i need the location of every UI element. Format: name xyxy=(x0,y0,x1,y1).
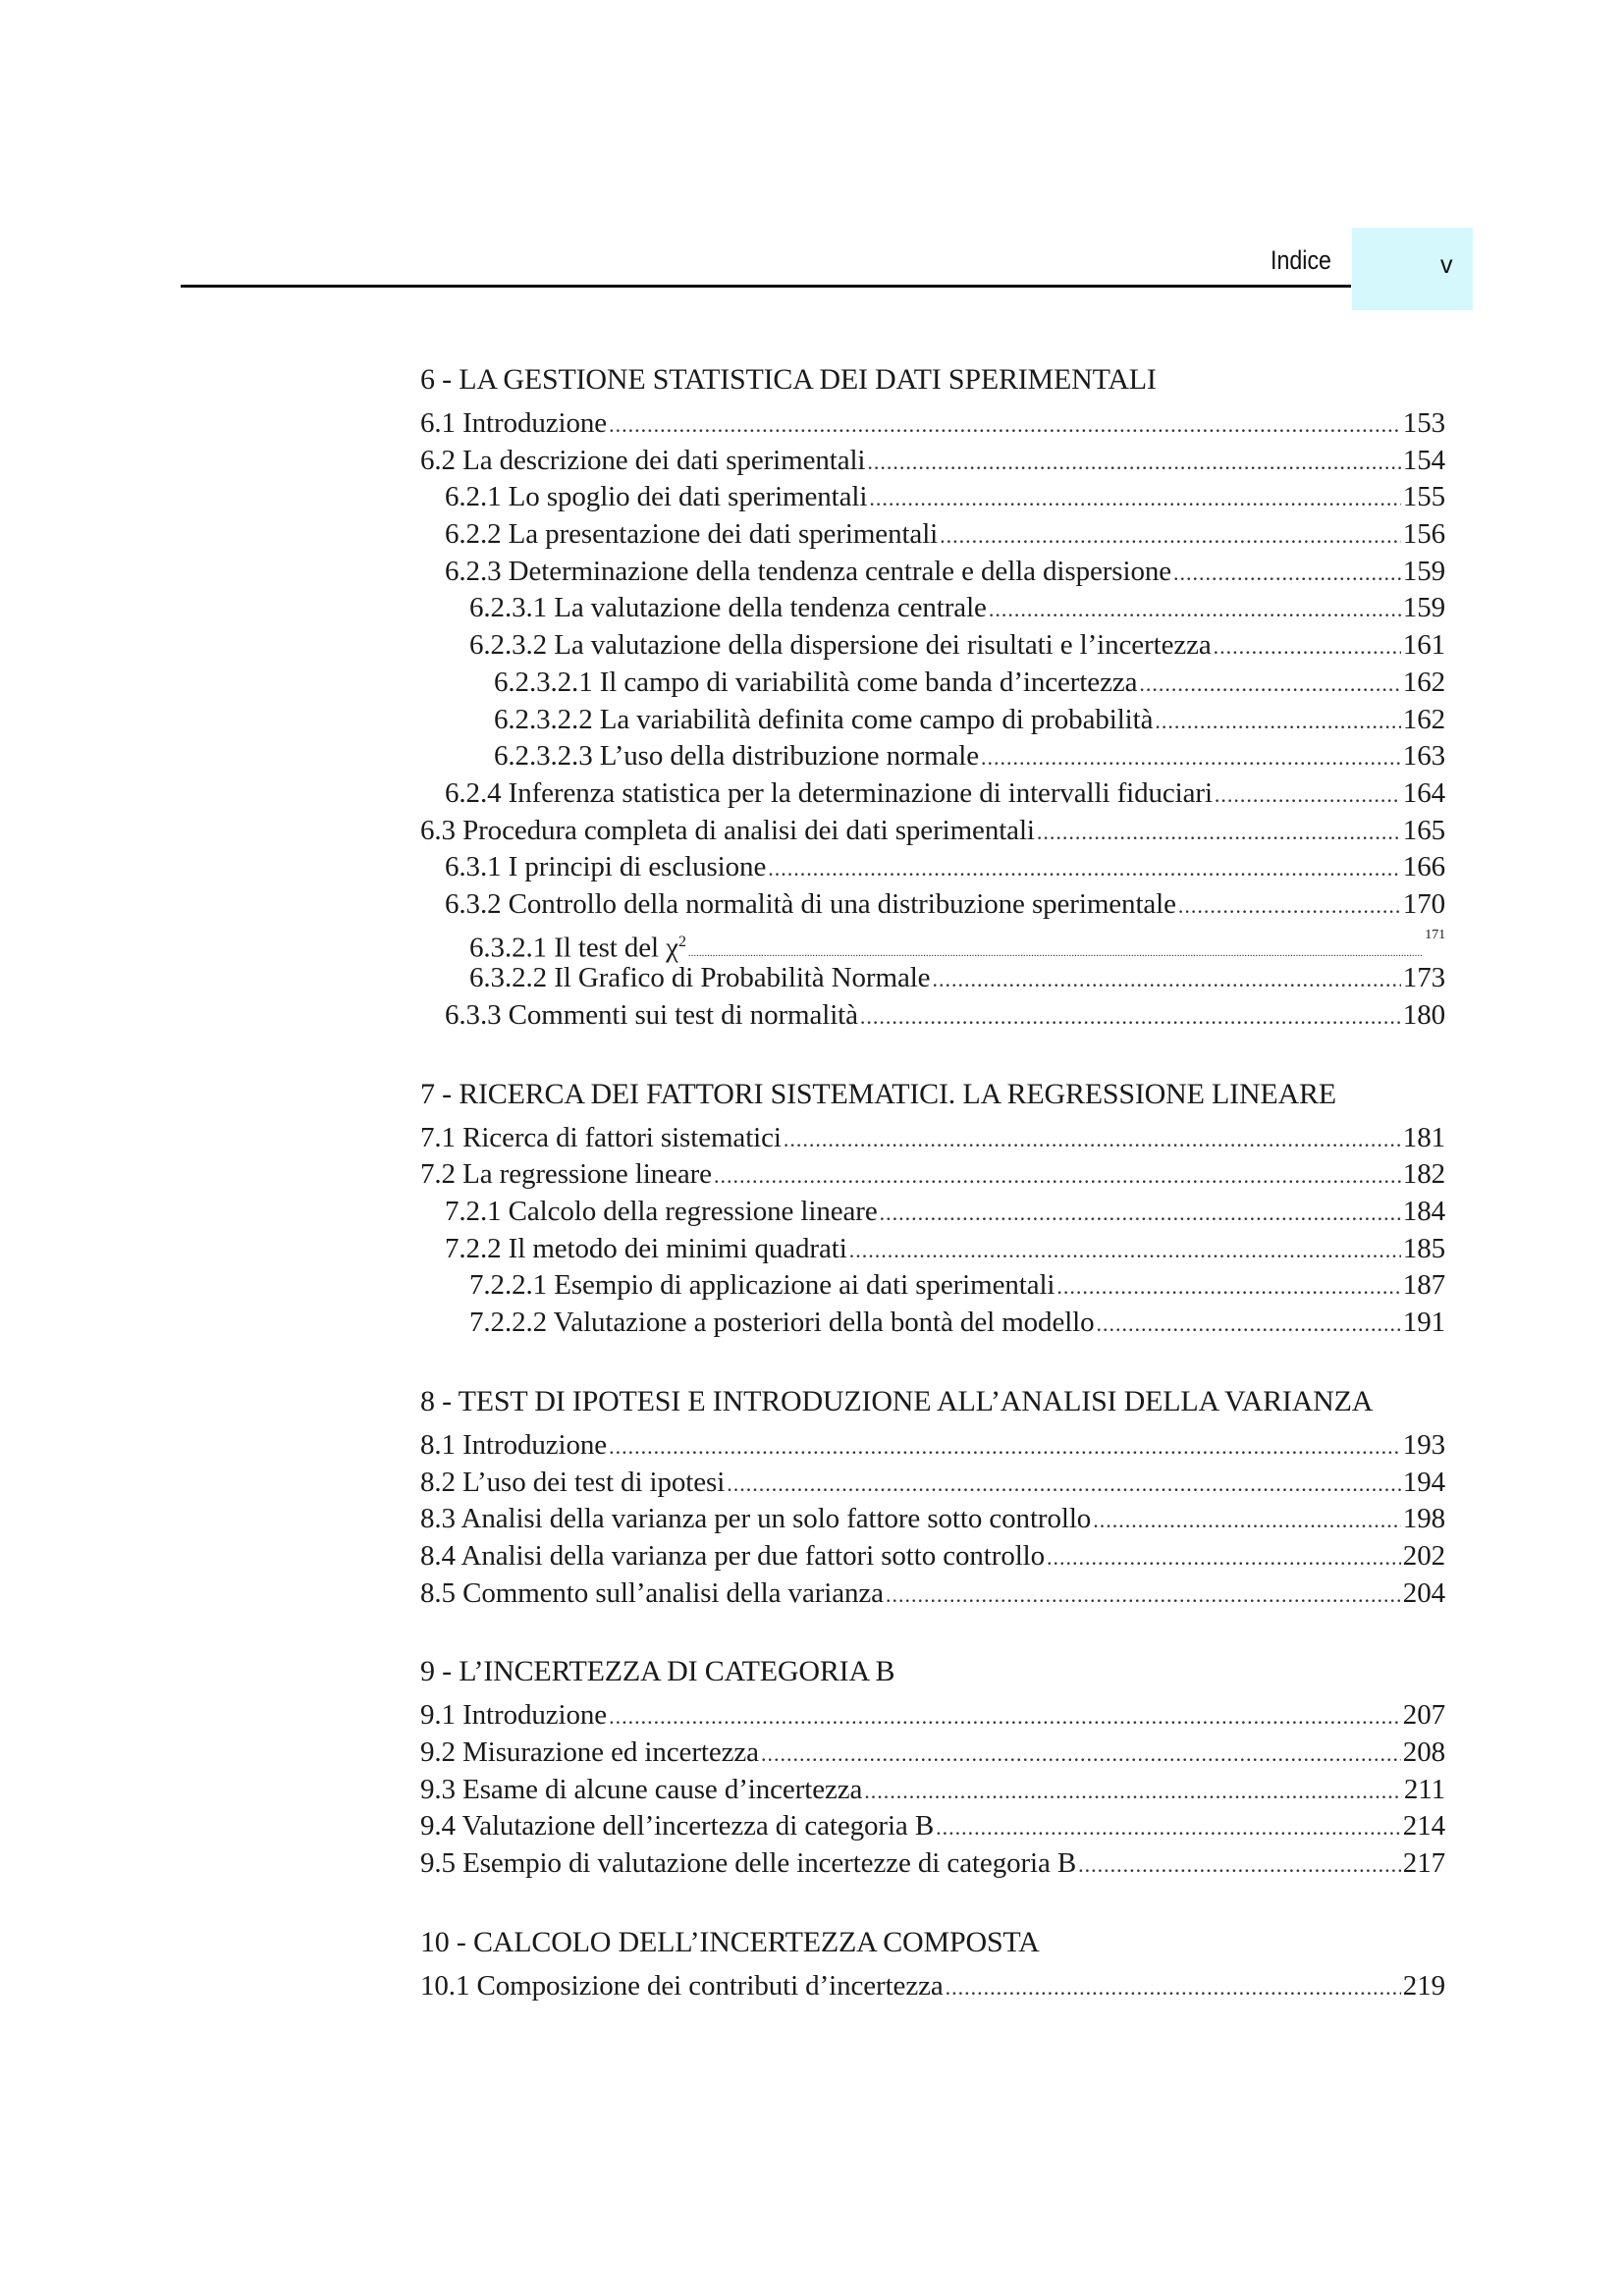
toc-entry[interactable] xyxy=(420,1427,1445,1465)
toc-entry[interactable] xyxy=(420,479,1445,516)
dot-leader xyxy=(1097,1305,1401,1343)
toc-entry-page: 159 xyxy=(1402,555,1445,587)
dot-leader xyxy=(869,479,1400,517)
toc-entry[interactable] xyxy=(420,997,1445,1035)
toc-entry-page: 181 xyxy=(1402,1121,1445,1153)
toc-entry-page: 155 xyxy=(1402,481,1445,513)
toc-entry[interactable] xyxy=(420,702,1445,739)
toc-entry[interactable] xyxy=(420,813,1445,850)
toc-entry-page: 194 xyxy=(1402,1466,1445,1498)
toc-entry-label: 6.2.3.2 La valutazione della dispersione dei risultati e l’incertezza xyxy=(469,629,1212,662)
toc-entry-page: 165 xyxy=(1402,814,1445,846)
toc-entry-page: 159 xyxy=(1402,592,1445,624)
toc-entry-label: 6.2.3 Determinazione della tendenza centrale e della dispersione xyxy=(445,555,1172,587)
toc-entry-label: 8.4 Analisi della varianza per due fattori sotto controllo xyxy=(420,1539,1046,1572)
toc-entry-page: 180 xyxy=(1402,999,1445,1031)
dot-leader xyxy=(1078,1845,1401,1884)
dot-leader xyxy=(784,1120,1401,1158)
toc-entry-label: 9.3 Esame di alcune cause d’incertezza xyxy=(420,1773,863,1805)
running-header-title: Indice xyxy=(1271,245,1331,275)
toc-entry-label: 6.3.2.1 Il test del $\chi^2$ xyxy=(469,932,686,964)
dot-leader xyxy=(1093,1501,1401,1539)
toc-entry-page: 187 xyxy=(1402,1269,1445,1302)
toc-entry-label: 9.1 Introduzione xyxy=(420,1699,608,1732)
toc-entry[interactable] xyxy=(420,738,1445,775)
toc-entry-page: 211 xyxy=(1403,1773,1445,1805)
toc-entry[interactable] xyxy=(420,1845,1445,1883)
toc-entry-page: 202 xyxy=(1402,1539,1445,1572)
toc-entry[interactable] xyxy=(420,1735,1445,1772)
chapter-heading: 10 - CALCOLO DELL’INCERTEZZA COMPOSTA xyxy=(420,1925,1040,1958)
chapter-heading: 7 - RICERCA DEI FATTORI SISTEMATICI. LA REGRESSIONE LINEARE xyxy=(420,1077,1336,1110)
dot-leader xyxy=(609,1427,1401,1466)
dot-leader xyxy=(946,1968,1401,2006)
dot-leader xyxy=(880,1194,1401,1232)
dot-leader xyxy=(761,1735,1401,1773)
dot-leader xyxy=(989,590,1401,628)
header-page-box xyxy=(1352,228,1473,310)
toc-entry-label: 7.1 Ricerca di fattori sistematici xyxy=(420,1121,782,1153)
toc-entry-page: 162 xyxy=(1402,703,1445,735)
toc-entry[interactable] xyxy=(420,590,1445,627)
toc-entry[interactable] xyxy=(420,443,1445,480)
dot-leader xyxy=(886,1575,1401,1614)
toc-entry-label: 6.3.3 Commenti sui test di normalità xyxy=(445,999,858,1031)
toc-entry-label: 6.2 La descrizione dei dati sperimentali xyxy=(420,444,866,476)
toc-entry[interactable] xyxy=(420,1156,1445,1194)
toc-entry-label: 7.2.2.2 Valutazione a posteriori della bontà del modello xyxy=(469,1307,1095,1339)
toc-entry-label: 6.2.3.2.3 L’uso della distribuzione normale xyxy=(494,740,979,773)
toc-entry-label: 6.3.2 Controllo della normalità di una distribuzione sperimentale xyxy=(445,887,1176,920)
dot-leader xyxy=(932,960,1400,998)
toc-entry[interactable] xyxy=(420,1538,1445,1575)
toc-entry-page: 207 xyxy=(1402,1699,1445,1732)
table-of-contents xyxy=(420,361,1445,2004)
chapter-heading: 6 - LA GESTIONE STATISTICA DEI DATI SPERIMENTALI xyxy=(420,363,1157,396)
dot-leader xyxy=(940,516,1401,555)
dot-leader xyxy=(727,1465,1401,1503)
toc-entry-label: 6.3 Procedura completa di analisi dei dati sperimentali xyxy=(420,814,1035,846)
toc-entry[interactable] xyxy=(420,1697,1445,1735)
toc-entry[interactable] xyxy=(420,849,1445,886)
toc-entry-page: 184 xyxy=(1402,1196,1445,1228)
toc-entry-label: 10.1 Composizione dei contributi d’incertezza xyxy=(420,1969,944,2002)
dot-leader xyxy=(1155,702,1400,740)
header-rule xyxy=(181,285,1351,288)
toc-entry-page: 171 xyxy=(1425,927,1445,942)
toc-entry[interactable] xyxy=(420,924,1445,964)
toc-entry-page: 164 xyxy=(1402,776,1445,809)
toc-entry[interactable] xyxy=(420,665,1445,702)
toc-entry[interactable] xyxy=(420,627,1445,665)
toc-entry[interactable] xyxy=(420,1231,1445,1268)
chapter-heading: 9 - L’INCERTEZZA DI CATEGORIA B xyxy=(420,1655,895,1688)
toc-entry-page: 170 xyxy=(1402,887,1445,920)
toc-entry-page: 161 xyxy=(1402,629,1445,662)
toc-entry[interactable] xyxy=(420,1465,1445,1502)
toc-entry[interactable] xyxy=(420,886,1445,924)
dot-leader xyxy=(1037,813,1401,851)
toc-entry-label: 7.2.2 Il metodo dei minimi quadrati xyxy=(445,1232,847,1264)
toc-entry-page: 198 xyxy=(1402,1503,1445,1535)
toc-entry-page: 153 xyxy=(1402,407,1445,439)
toc-entry[interactable] xyxy=(420,516,1445,554)
toc-entry-label: 6.2.4 Inferenza statistica per la determinazione di intervalli fiduciari xyxy=(445,776,1213,809)
toc-entry-page: 185 xyxy=(1402,1232,1445,1264)
toc-entry[interactable] xyxy=(420,1194,1445,1231)
toc-entry-page: 173 xyxy=(1402,962,1445,994)
toc-entry-page: 156 xyxy=(1402,518,1445,551)
dot-leader xyxy=(768,849,1401,887)
toc-entry-label: 6.2.3.1 La valutazione della tendenza centrale xyxy=(469,592,987,624)
toc-entry[interactable] xyxy=(420,1305,1445,1342)
toc-entry-label: 6.3.1 I principi di esclusione xyxy=(445,851,767,883)
toc-entry-page: 204 xyxy=(1402,1576,1445,1609)
toc-entry-page: 193 xyxy=(1402,1428,1445,1461)
toc-entry-label: 9.5 Esempio di valutazione delle incertezze di categoria B xyxy=(420,1847,1077,1879)
dot-leader xyxy=(1215,775,1401,814)
toc-entry[interactable] xyxy=(420,1968,1445,2005)
toc-entry[interactable] xyxy=(420,775,1445,813)
toc-entry-label: 6.2.1 Lo spoglio dei dati sperimentali xyxy=(445,481,868,513)
toc-entry-label: 8.2 L’uso dei test di ipotesi xyxy=(420,1466,726,1498)
toc-entry-label: 7.2.1 Calcolo della regressione lineare xyxy=(445,1196,878,1228)
toc-entry[interactable] xyxy=(420,1575,1445,1613)
toc-entry[interactable] xyxy=(420,1772,1445,1809)
dot-leader xyxy=(1047,1538,1401,1576)
superscript: 2 xyxy=(677,933,686,950)
toc-entry[interactable] xyxy=(420,1501,1445,1538)
toc-entry[interactable] xyxy=(420,554,1445,591)
dot-leader xyxy=(1139,665,1400,703)
toc-entry-label: 8.1 Introduzione xyxy=(420,1428,608,1461)
dot-leader xyxy=(1173,554,1401,592)
dot-leader xyxy=(936,1808,1401,1846)
dot-leader xyxy=(864,1772,1402,1810)
dot-leader xyxy=(1214,627,1401,666)
toc-entry[interactable] xyxy=(420,405,1445,443)
dot-leader xyxy=(1056,1267,1400,1306)
toc-entry-page: 182 xyxy=(1402,1158,1445,1191)
dot-leader xyxy=(981,738,1401,776)
toc-entry-page: 219 xyxy=(1402,1969,1445,2002)
toc-entry-page: 214 xyxy=(1402,1810,1445,1842)
toc-entry-label: 9.4 Valutazione dell’incertezza di categoria B xyxy=(420,1810,935,1842)
toc-entry[interactable] xyxy=(420,1120,1445,1157)
toc-entry[interactable] xyxy=(420,1808,1445,1845)
toc-entry-label: 8.5 Commento sull’analisi della varianza xyxy=(420,1576,884,1609)
toc-entry-page: 217 xyxy=(1402,1847,1445,1879)
dot-leader xyxy=(609,405,1401,444)
toc-entry-label: 6.3.2.2 Il Grafico di Probabilità Normale xyxy=(469,962,931,994)
toc-entry-page: 208 xyxy=(1402,1735,1445,1768)
toc-entry-label: 6.2.3.2.1 Il campo di variabilità come banda d’incertezza xyxy=(494,666,1138,698)
toc-entry-page: 191 xyxy=(1402,1307,1445,1339)
running-header-page-number: v xyxy=(1440,251,1453,279)
toc-entry-label: 8.3 Analisi della varianza per un solo fattore sotto controllo xyxy=(420,1503,1092,1535)
chapter-heading: 8 - TEST DI IPOTESI E INTRODUZIONE ALL’ANALISI DELLA VARIANZA xyxy=(420,1384,1374,1417)
dot-leader xyxy=(867,443,1400,481)
dot-leader xyxy=(849,1231,1401,1269)
toc-entry-label: 9.2 Misurazione ed incertezza xyxy=(420,1735,759,1768)
toc-entry[interactable] xyxy=(420,960,1445,997)
toc-entry-page: 162 xyxy=(1402,666,1445,698)
dot-leader xyxy=(1178,886,1401,925)
toc-entry-label: 6.1 Introduzione xyxy=(420,407,608,439)
dot-leader xyxy=(860,997,1401,1036)
toc-entry-label: 6.2.3.2.2 La variabilità definita come campo di probabilità xyxy=(494,703,1154,735)
toc-entry-label: 6.2.2 La presentazione dei dati sperimentali xyxy=(445,518,939,551)
dot-leader xyxy=(609,1697,1401,1735)
toc-entry-page: 154 xyxy=(1402,444,1445,476)
dot-leader xyxy=(714,1156,1401,1195)
toc-entry-page: 163 xyxy=(1402,740,1445,773)
toc-entry[interactable] xyxy=(420,1267,1445,1305)
toc-entry-page: 166 xyxy=(1402,851,1445,883)
toc-entry-label: 7.2 La regressione lineare xyxy=(420,1158,712,1191)
toc-entry-label: 7.2.2.1 Esempio di applicazione ai dati sperimentali xyxy=(469,1269,1055,1302)
